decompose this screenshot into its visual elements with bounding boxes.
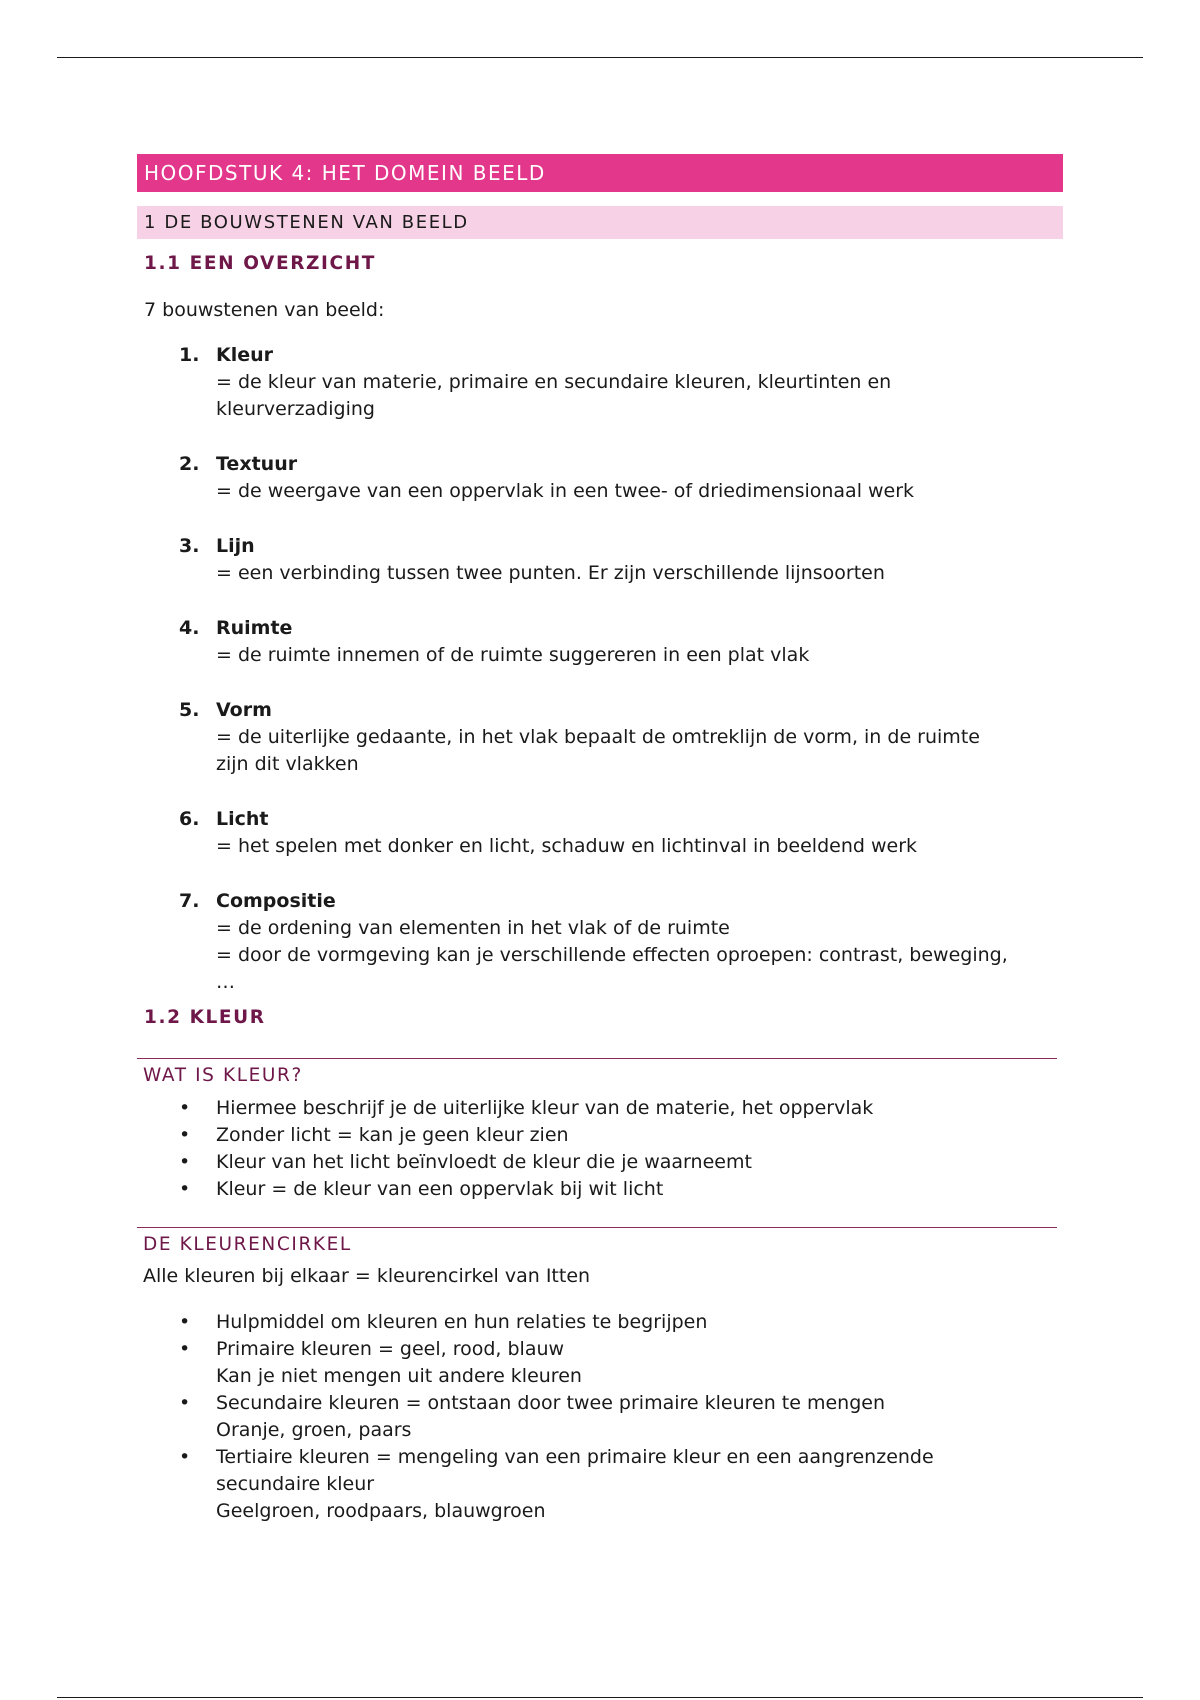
chapter-title: HOOFDSTUK 4: HET DOMEIN BEELD: [137, 154, 1063, 192]
kleurencirkel-intro: Alle kleuren bij elkaar = kleurencirkel van Itten: [143, 1265, 591, 1287]
top-rule: [57, 57, 1143, 58]
list-item: 4. Ruimte = de ruimte innemen of de ruimte suggereren in een plat vlak: [179, 617, 810, 666]
document-body: [137, 154, 1063, 1525]
list-item: 6. Licht = het spelen met donker en licht, schaduw en lichtinval in beeldend werk: [179, 808, 918, 857]
overview-intro: 7 bouwstenen van beeld:: [144, 299, 385, 321]
list-item: • Hiermee beschrijf je de uiterlijke kleur van de materie, het oppervlak: [179, 1097, 874, 1119]
list-item: 2. Textuur = de weergave van een oppervlak in een twee- of driedimensionaal werk: [179, 453, 915, 502]
list-item: • Zonder licht = kan je geen kleur zien: [179, 1124, 569, 1146]
bottom-rule: [57, 1697, 1143, 1698]
overview-heading: 1.1 EEN OVERZICHT: [144, 253, 377, 274]
list-item: • Secundaire kleuren = ontstaan door twee primaire kleuren te mengen Oranje, groen, paars: [179, 1392, 886, 1441]
kleur-heading: 1.2 KLEUR: [144, 1007, 266, 1028]
list-item: • Primaire kleuren = geel, rood, blauw Kan je niet mengen uit andere kleuren: [179, 1338, 582, 1387]
list-item: 1. Kleur = de kleur van materie, primaire en secundaire kleuren, kleurtinten en kleurverzadiging: [179, 344, 892, 420]
wat-is-kleur-heading: WAT IS KLEUR?: [137, 1058, 1057, 1088]
kleurencirkel-list: [137, 1309, 1063, 1525]
list-item: 3. Lijn = een verbinding tussen twee punten. Er zijn verschillende lijnsoorten: [179, 535, 885, 584]
list-item: 5. Vorm = de uiterlijke gedaante, in het vlak bepaalt de omtreklijn de vorm, in de ruimte zijn dit vlakken: [179, 699, 980, 775]
list-item: • Kleur van het licht beïnvloedt de kleur die je waarneemt: [179, 1151, 752, 1173]
wat-is-kleur-list: [137, 1095, 1063, 1203]
list-item: • Hulpmiddel om kleuren en hun relaties te begrijpen: [179, 1311, 708, 1333]
section-title: 1 DE BOUWSTENEN VAN BEELD: [137, 206, 1063, 239]
list-item: 7. Compositie = de ordening van elementen in het vlak of de ruimte = door de vormgeving kan je verschillende effecten oproepen: contrast, beweging, …: [179, 890, 1008, 993]
list-item: • Kleur = de kleur van een oppervlak bij wit licht: [179, 1178, 664, 1200]
kleurencirkel-heading: DE KLEURENCIRKEL: [137, 1227, 1057, 1257]
list-item: • Tertiaire kleuren = mengeling van een primaire kleur en een aangrenzende secundaire kleur Geelgroen, roodpaars, blauwgroen: [179, 1446, 934, 1522]
building-blocks-list: [137, 342, 1063, 996]
